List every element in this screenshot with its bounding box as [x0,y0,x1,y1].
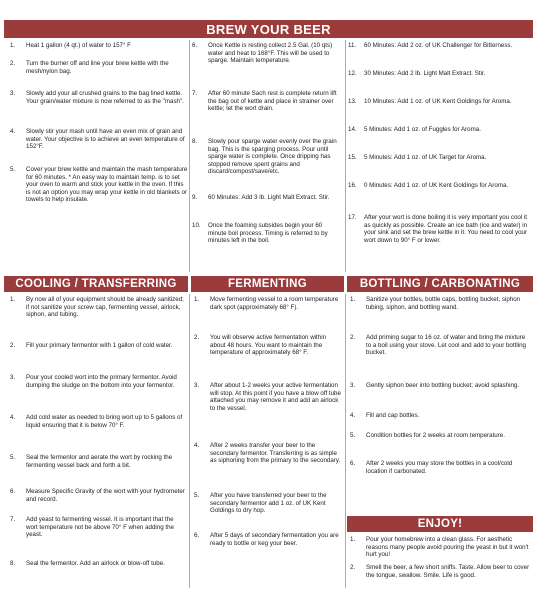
bottling-banner [347,276,533,292]
brew-col-2: 6. Once Kettle is resting collect 2.5 Gal. (10 qts) water and heat to 168°F. This will be used to sparge. Maintain temperature. 7. After 60 minute Sach rest is complete return lift the bag out of kettle and place in strainer over kettle; let the wort drain. 8. Slowly pour sparge water evenly over the grain bag. This is the sparging process. Pour until sparge water is complete. Once dripping has stopped remove spent grains and discard/compost/save/etc. 9. 60 Minutes: Add 3 lb. Light Malt Extract. Stir. 10. Once the foaming subsides begin your 60 minute boil process. Timing is referred to by minutes left in the boil. [192,42,337,245]
bottling-col: 1. Sanitize your bottles, bottle caps, bottling bucket, siphon tubing, siphon, and bottling wand. 2. Add priming sugar to 16 oz. of water and bring the mixture to a boil using your stove. Let cool and add to your bottling bucket. 3. Gently siphon beer into bottling bucket; avoid splashing. 4. Fill and cap bottles. 5. Condition bottles for 2 weeks at room temperature. 6. After 2 weeks you may store the bottles in a cool/cold location if carbonated. [350,296,526,475]
divider [189,294,190,588]
enjoy-col: 1. Pour your homebrew into a clean glass. For aesthetic reasons many people avoid pouring the yeast in but it won't hurt you! 2. Smell the beer, a few short sniffs. Taste. Allow beer to cover the tongue, swallow. Smile. Life is good. [350,536,530,579]
fermenting-banner [191,276,344,292]
divider [189,40,190,272]
divider [345,294,346,588]
brew-col-1: 1. Heat 1 gallon (4 qt.) of water to 157° F 2. Turn the burner off and line your brew kettle with the mesh/nylon bag. 3. Slowly add your all crushed grains to the bag lined kettle. Your grain/water mixture is now referred to as the "mash". 4. Slowly stir your mash until have an even mix of grain and water. Your objective is to achieve an even temperature of 152°F. 5. Cover your brew kettle and maintain the mash temperature for 60 minutes. * An easy way to maintain temp. is to set your oven to warm and stick your kettle in the oven. If this is not an option you may wrap your kettle in old blankets or towels to help insulate. [10,42,188,204]
enjoy-banner [347,516,533,532]
enjoy-title: ENJOY! [417,518,463,530]
fermenting-col: 1. Move fermenting vessel to a room temperature dark spot (approximately 68° F). 2. You will observe active fermentation within about 48 hours. You want to maintain the temperature of approximately 68° F. 3. After about 1-2 weeks your active fermentation will stop. At this point if you have a blow off tube attached you may remove it and add an airlock to the vessel. 4. After 2 weeks transfer your beer to the secondary fermentor. Transferring is as simple as siphoning from the primary to the secondary. 5. After you have transferred your beer to the secondary fermentor add 1 oz. of UK Kent Goldings to dry hop. 6. After 5 days of secondary fermentation you are ready to bottle or keg your beer. [194,296,341,547]
cooling-col: 1. By now all of your equipment should be already sanitized; if not sanitize your screw cap, fermenting vessel, airlock, siphon, and tubing. 2. Fill your primary fermentor with 1 gallon of cold water. 3. Pour your cooled wort into the primary fermentor. Avoid dumping the sludge on the bottom into your fermentor. 4. Add cold water as needed to bring wort up to 5 gallons of liquid ensuring that it is below 70° F. 5. Seal the fermentor and aerate the wort by rocking the fermenting vessel back and forth a bit. 6. Measure Specific Gravity of the wort with your hydrometer and record. 7. Add yeast to fermenting vessel. It is important that the wort temperature not be above 70° F when adding the yeast. 8. Seal the fermentor. Add an airlock or blow-off tube. [10,296,185,567]
brew-col-3: 11. 60 Minutes: Add 2 oz. of UK Challenger for Bitterness. 12. 30 Minutes: Add 2 lb. Light Malt Extract. Stir. 13. 10 Minutes: Add 1 oz. of UK Kent Goldings for Aroma. 14. 5 Minutes: Add 1 oz. of Fuggles for Aroma. 15. 5 Minutes: Add 1 oz. of UK Target for Aroma. 16. 0 Minutes: Add 1 oz. of UK Kent Goldings for Aroma. 17. After your wort is done boiling it is very important you cool it as quickly as possible. Create an ice bath (ice and water) in your sink and set the brew kettle in it. You need to cool your wort down to 90° F or lower. [348,42,528,244]
divider [345,40,346,272]
cooling-title: COOLING / TRANSFERRING [15,278,177,290]
brew-banner [4,20,533,38]
cooling-banner [4,276,188,292]
fermenting-title: FERMENTING [227,278,308,290]
brew-title: BREW YOUR BEER [206,21,331,37]
bottling-title: BOTTLING / CARBONATING [359,278,521,290]
